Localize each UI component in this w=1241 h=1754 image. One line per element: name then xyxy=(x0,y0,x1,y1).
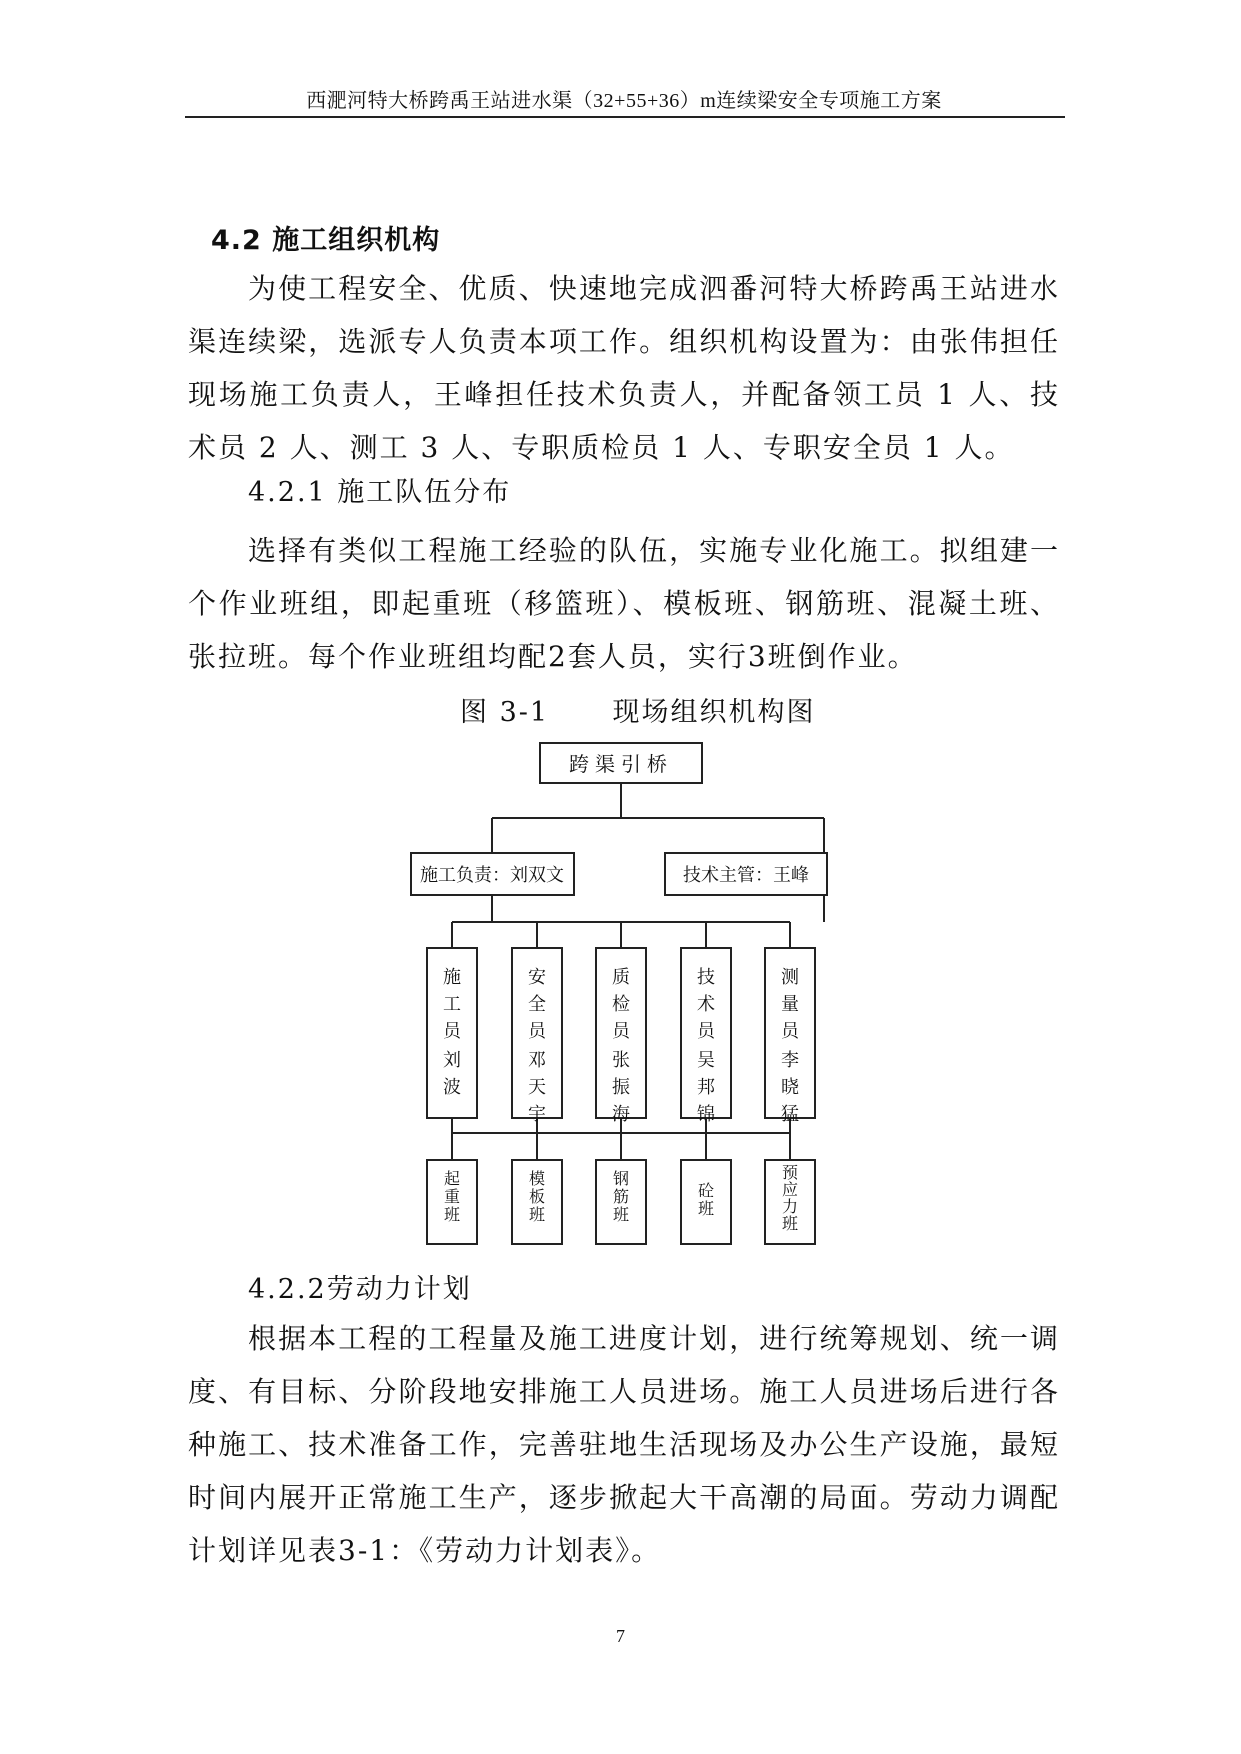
staff-name-char: 吴 xyxy=(697,1050,715,1071)
undefined: 重 xyxy=(443,1187,461,1206)
staff-role-char: 检 xyxy=(612,994,630,1015)
undefined: 起 xyxy=(443,1169,461,1188)
staff-name-char: 宇 xyxy=(528,1104,546,1125)
staff-role-char: 员 xyxy=(612,1021,630,1042)
team-paragraph: 选择有类似工程施工经验的队伍，实施专业化施工。拟组建一个作业班组，即起重班（移篮班）、模板班、钢筋班、混凝土班、张拉班。每个作业班组均配2套人员，实行3班倒作业。 xyxy=(188,534,1060,673)
staff-name-char: 邓 xyxy=(528,1050,546,1071)
subsection-heading-team: 4.2.1 施工队伍分布 xyxy=(248,477,512,508)
undefined: 应 xyxy=(781,1180,799,1199)
manager-node-label: 施工负责：刘双文 xyxy=(420,865,564,886)
staff-name-char: 李 xyxy=(781,1050,799,1071)
undefined: 力 xyxy=(781,1197,799,1216)
staff-role-char: 员 xyxy=(697,1021,715,1042)
staff-name-char: 天 xyxy=(528,1077,546,1098)
page-number: 7 xyxy=(616,1626,625,1646)
staff-role-char: 质 xyxy=(612,967,630,988)
root-node-label: 跨渠引桥 xyxy=(569,752,673,776)
staff-name-char: 张 xyxy=(612,1050,630,1071)
staff-role-char: 测 xyxy=(781,967,799,988)
staff-role-char: 安 xyxy=(528,967,546,988)
undefined: 班 xyxy=(443,1205,461,1224)
intro-paragraph: 为使工程安全、优质、快速地完成泗番河特大桥跨禹王站进水渠连续梁，选派专人负责本项工作。组织机构设置为：由张伟担任现场施工负责人，王峰担任技术负责人，并配备领工员 1 人、技术员 2 人、测工 3 人、专职质检员 1 人、专职安全员 1 人。 xyxy=(188,272,1060,464)
staff-name-char: 海 xyxy=(612,1104,630,1125)
undefined: 砼 xyxy=(697,1181,715,1200)
staff-name-char: 锦 xyxy=(697,1104,715,1125)
undefined: 板 xyxy=(528,1187,546,1206)
staff-role-char: 员 xyxy=(443,1021,461,1042)
manager-node-label: 技术主管：王峰 xyxy=(683,865,809,886)
undefined: 班 xyxy=(781,1214,799,1233)
undefined: 钢 xyxy=(612,1169,630,1188)
staff-name-char: 刘 xyxy=(443,1050,461,1071)
staff-role-char: 技 xyxy=(697,967,715,988)
labor-paragraph: 根据本工程的工程量及施工进度计划，进行统筹规划、统一调度、有目标、分阶段地安排施工人员进场。施工人员进场后进行各种施工、技术准备工作，完善驻地生活现场及办公生产设施，最短时间内展开正常施工生产，逐步掀起大干高潮的局面。劳动力调配计划详见表3-1：《劳动力计划表》。 xyxy=(188,1322,1060,1567)
undefined: 班 xyxy=(612,1205,630,1224)
section-heading: 4.2 施工组织机构 xyxy=(211,225,441,256)
undefined: 预 xyxy=(781,1163,799,1182)
staff-name-char: 晓 xyxy=(781,1077,799,1098)
staff-name-char: 邦 xyxy=(697,1077,715,1098)
staff-name-char: 猛 xyxy=(781,1104,799,1125)
document-header: 西淝河特大桥跨禹王站进水渠（32+55+36）m连续梁安全专项施工方案 xyxy=(306,90,942,112)
staff-role-char: 工 xyxy=(443,994,461,1015)
undefined: 班 xyxy=(528,1205,546,1224)
undefined: 班 xyxy=(697,1199,715,1218)
staff-role-char: 全 xyxy=(528,994,546,1015)
undefined: 筋 xyxy=(612,1187,630,1206)
undefined: 模 xyxy=(528,1169,546,1188)
staff-role-char: 量 xyxy=(781,994,799,1015)
staff-role-char: 员 xyxy=(528,1021,546,1042)
staff-name-char: 振 xyxy=(612,1077,630,1098)
staff-role-char: 术 xyxy=(697,994,715,1015)
staff-role-char: 施 xyxy=(443,967,461,988)
staff-role-char: 员 xyxy=(781,1021,799,1042)
staff-name-char: 波 xyxy=(443,1077,461,1098)
subsection-heading-labor: 4.2.2劳动力计划 xyxy=(248,1274,472,1305)
figure-caption: 图 3-1 现场组织机构图 xyxy=(460,697,816,728)
